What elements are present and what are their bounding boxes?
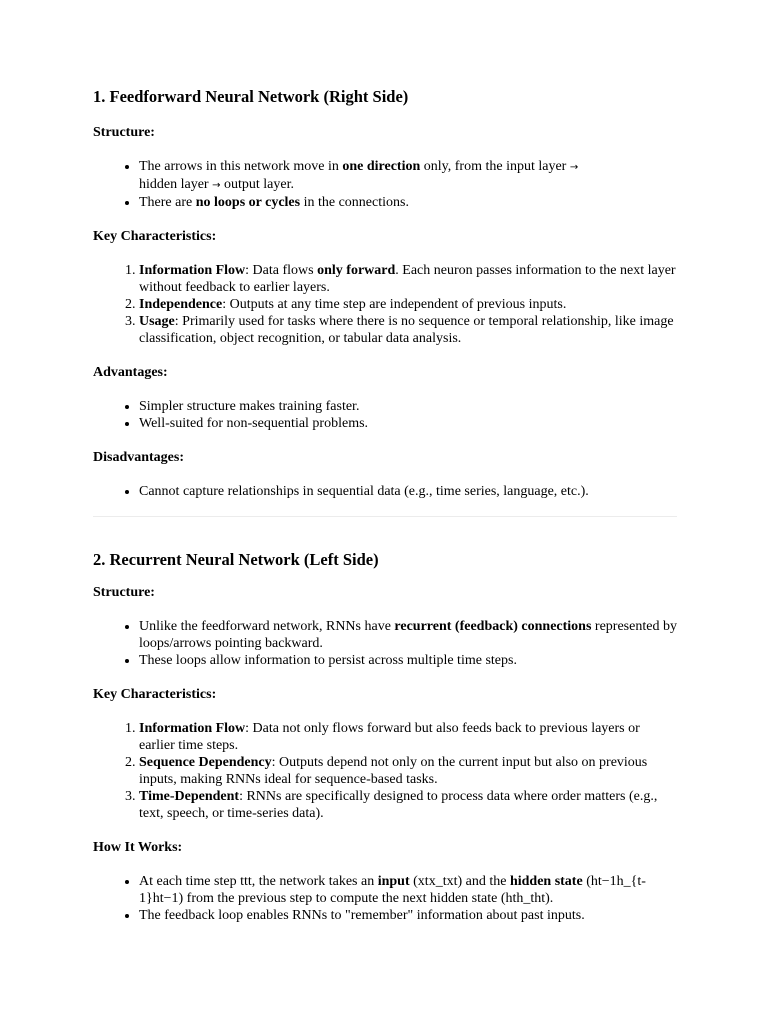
arrow-icon: → [569, 162, 579, 173]
structure-list [93, 618, 677, 669]
bold-text: only forward [317, 263, 396, 278]
list-item: • These loops allow information to persist across multiple time steps. [139, 652, 677, 669]
text: . Each neuron passes information to the next layer without feedback to earlier layers. [139, 263, 676, 295]
bold-text: recurrent (feedback) connections [394, 619, 592, 634]
text: There are [139, 195, 196, 210]
text: only, from the input layer [420, 159, 570, 174]
text: : Outputs at any time step are independent of previous inputs. [222, 297, 567, 312]
bold-text: Sequence Dependency [139, 755, 272, 770]
document-content [93, 87, 677, 924]
disadvantages-heading: Disadvantages: [93, 450, 185, 465]
list-item [139, 194, 677, 211]
text: represented by loops/arrows pointing backward. [139, 619, 677, 651]
arrow-icon: → [212, 180, 221, 191]
bold-text: Usage [139, 314, 175, 329]
text: (xtx_txt) and the [409, 874, 510, 889]
section-divider [93, 516, 677, 517]
text: : Data not only flows forward but also feeds back to previous layers or earlier time steps. [139, 721, 640, 753]
how-it-works-list [93, 873, 677, 924]
disadvantages-list [93, 483, 677, 500]
advantages-heading: Advantages: [93, 365, 168, 380]
list-item: • Simpler structure makes training faster. [139, 398, 677, 415]
bold-text: Information Flow [139, 263, 246, 278]
text: : Outputs depend not only on the current input but also on previous inputs, making RNNs ideal for sequence-based tasks. [139, 755, 648, 787]
bold-text: input [377, 874, 410, 889]
bold-text: Time-Dependent [139, 789, 240, 804]
text: At each time step ttt, the network takes an [139, 874, 378, 889]
list-item: • Cannot capture relationships in sequential data (e.g., time series, language, etc.). [139, 483, 677, 500]
key-characteristics-list [93, 262, 677, 347]
list-item [139, 720, 677, 754]
text: hidden layer [139, 177, 213, 192]
bold-text: one direction [342, 159, 421, 174]
text: : Primarily used for tasks where there is no sequence or temporal relationship, like image classification, object recognition, or tabular data analysis. [139, 314, 674, 346]
list-item [139, 618, 677, 652]
text: in the connections. [300, 195, 409, 210]
list-item [139, 158, 677, 194]
how-it-works-heading: How It Works: [93, 840, 183, 855]
bold-text: Independence [139, 297, 223, 312]
text: (ht−1h_{t-1}ht−1) from the previous step to compute the next hidden state (hth_tht). [139, 874, 646, 906]
key-characteristics-heading: Key Characteristics: [93, 229, 217, 244]
list-item [139, 873, 677, 907]
section-title-feedforward: 1. Feedforward Neural Network (Right Side) [93, 87, 409, 106]
advantages-list [93, 398, 677, 432]
list-item: • The feedback loop enables RNNs to "remember" information about past inputs. [139, 907, 677, 924]
text: output layer. [220, 177, 294, 192]
text: : RNNs are specifically designed to process data where order matters (e.g., text, speech, or time-series data). [139, 789, 658, 821]
section-title-recurrent: 2. Recurrent Neural Network (Left Side) [93, 550, 379, 569]
text: Unlike the feedforward network, RNNs have [139, 619, 395, 634]
list-item [139, 754, 677, 788]
list-item [139, 313, 677, 347]
structure-heading: Structure: [93, 125, 155, 140]
list-item [139, 262, 677, 296]
list-item [139, 296, 677, 313]
key-characteristics-heading: Key Characteristics: [93, 687, 217, 702]
key-characteristics-list [93, 720, 677, 822]
bold-text: hidden state [509, 874, 583, 889]
structure-list [93, 158, 677, 211]
structure-heading: Structure: [93, 585, 155, 600]
bold-text: Information Flow [139, 721, 246, 736]
bold-text: no loops or cycles [195, 195, 301, 210]
list-item [139, 788, 677, 822]
text: : Data flows [245, 263, 318, 278]
text: The arrows in this network move in [139, 159, 343, 174]
list-item: • Well-suited for non-sequential problems. [139, 415, 677, 432]
